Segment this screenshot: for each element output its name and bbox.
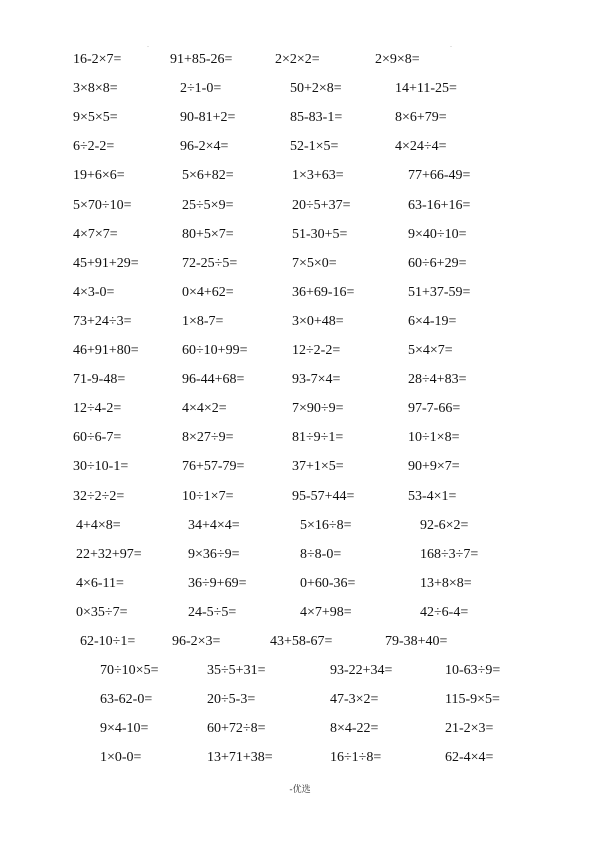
problem-item: 96-2×4= [180,139,229,155]
problem-item: 72-25÷5= [182,255,238,271]
problem-item: 77+66-49= [408,168,471,184]
problem-item: 9×5×5= [73,110,118,126]
problem-row [0,603,600,625]
problem-item: 10÷1×7= [182,488,234,504]
problem-item: 21-2×3= [445,721,494,737]
problem-item: 20÷5-3= [207,692,256,708]
problem-item: 168÷3÷7= [420,546,479,562]
problem-item: 60+72÷8= [207,721,266,737]
problem-item: 7×5×0= [292,255,337,271]
problem-item: 50+2×8= [290,81,342,97]
page-footer: -优选 [289,785,311,795]
problem-item: 12÷2-2= [292,343,341,358]
problem-item: 60÷6+29= [408,255,467,271]
problem-item: 14+11-25= [395,81,457,97]
problem-row [0,574,600,596]
problem-item: 115-9×5= [445,692,500,708]
problem-item: 5×70÷10= [73,197,132,213]
problem-item: 46+91+80= [73,343,139,358]
problem-item: 16-2×7= [73,52,122,67]
problem-item: 8×6+79= [395,110,447,126]
problem-item: 47-3×2= [330,692,379,708]
problem-item: 52-1×5= [290,139,339,155]
problem-row [0,254,600,276]
problem-item: 96-2×3= [172,634,221,649]
problem-item: 1×0-0= [100,750,142,766]
problem-item: 8×4-22= [330,721,379,737]
problem-row [0,719,600,741]
problem-item: 2×2×2= [275,52,320,67]
problem-row [0,399,600,421]
problem-item: 45+91+29= [73,255,139,271]
problem-item: 4×7+98= [300,604,352,620]
problem-item: 51-30+5= [292,226,348,242]
problem-item: 79-38+40= [385,634,448,649]
problem-item: 2÷1-0= [180,81,222,97]
problem-row [0,196,600,218]
problem-item: 53-4×1= [408,488,457,504]
problem-item: 19+6×6= [73,168,125,184]
problem-item: 60÷6-7= [73,430,122,446]
problem-row [0,428,600,450]
problem-item: 90+9×7= [408,459,460,475]
problem-item: 90-81+2= [180,110,236,126]
problem-item: 4×7×7= [73,226,118,242]
problem-item: 62-10÷1= [80,634,136,649]
problem-item: 0+60-36= [300,575,356,591]
problem-item: 60÷10+99= [182,343,248,358]
problem-item: 35÷5+31= [207,663,266,679]
problem-item: 5×16÷8= [300,517,352,533]
problem-item: 3×8×8= [73,81,118,97]
problem-item: 91+85-26= [170,52,233,67]
problem-item: 10-63÷9= [445,663,501,679]
problem-item: 25÷5×9= [182,197,234,213]
problem-item: 24-5÷5= [188,604,237,620]
problem-item: 30÷10-1= [73,459,129,475]
problem-row [0,545,600,567]
problem-item: 63-62-0= [100,692,153,708]
problem-item: 8×27÷9= [182,430,234,446]
problem-item: 71-9-48= [73,372,126,388]
problem-item: 85-83-1= [290,110,343,126]
problem-item: 76+57-79= [182,459,245,475]
problem-row [0,690,600,712]
problem-item: 22+32+97= [76,546,142,562]
problem-item: 80+5×7= [182,226,234,242]
problem-row [0,108,600,130]
problem-item: 2×9×8= [375,52,420,67]
problem-item: 4×3-0= [73,284,115,300]
problem-row [0,632,600,654]
problem-row [0,487,600,509]
problem-item: 12÷4-2= [73,401,122,417]
problem-item: 16÷1÷8= [330,750,382,766]
problem-row [0,50,600,72]
problem-item: 97-7-66= [408,401,461,417]
scan-dot: . [450,40,452,49]
problem-item: 1×8-7= [182,313,224,329]
problem-item: 5×6+82= [182,168,234,184]
problem-row [0,370,600,392]
problem-item: 8÷8-0= [300,546,342,562]
problem-item: 3×0+48= [292,313,344,329]
problem-item: 51+37-59= [408,284,471,300]
problem-item: 0×4+62= [182,284,234,300]
problem-item: 43+58-67= [270,634,333,649]
problem-item: 70÷10×5= [100,663,159,679]
problem-row [0,79,600,101]
problem-item: 13+71+38= [207,750,273,766]
problem-item: 5×4×7= [408,343,453,358]
problem-item: 6×4-19= [408,313,457,329]
problem-row [0,225,600,247]
problem-item: 10÷1×8= [408,430,460,446]
problem-item: 32÷2÷2= [73,488,125,504]
problem-item: 9×4-10= [100,721,149,737]
problem-item: 34+4×4= [188,517,240,533]
problem-item: 92-6×2= [420,517,469,533]
problem-row [0,516,600,538]
problem-item: 62-4×4= [445,750,494,766]
problem-row [0,166,600,188]
problem-item: 93-22+34= [330,663,393,679]
problem-item: 73+24÷3= [73,313,132,329]
problem-item: 42÷6-4= [420,604,469,620]
problem-item: 4×6-11= [76,575,124,591]
problem-item: 36÷9+69= [188,575,247,591]
problem-item: 6÷2-2= [73,139,115,155]
problem-item: 36+69-16= [292,284,355,300]
problem-item: 4×24÷4= [395,139,447,155]
problem-item: 37+1×5= [292,459,344,475]
problem-item: 28÷4+83= [408,372,467,388]
problem-item: 0×35÷7= [76,604,128,620]
problem-item: 93-7×4= [292,372,341,388]
problem-row [0,283,600,305]
problem-row [0,341,600,363]
problem-row [0,312,600,334]
problem-row [0,137,600,159]
problem-item: 4×4×2= [182,401,227,417]
problem-row [0,457,600,479]
problem-row [0,661,600,683]
problem-row [0,748,600,770]
problem-item: 1×3+63= [292,168,344,184]
problem-item: 63-16+16= [408,197,471,213]
problem-item: 9×36÷9= [188,546,240,562]
problem-item: 20÷5+37= [292,197,351,213]
problem-item: 4+4×8= [76,517,121,533]
problem-item: 7×90÷9= [292,401,344,417]
problem-item: 81÷9÷1= [292,430,344,446]
problem-item: 9×40÷10= [408,226,467,242]
scan-dot: . [147,40,149,49]
problem-item: 95-57+44= [292,488,355,504]
problem-item: 13+8×8= [420,575,472,591]
problem-item: 96-44+68= [182,372,245,388]
